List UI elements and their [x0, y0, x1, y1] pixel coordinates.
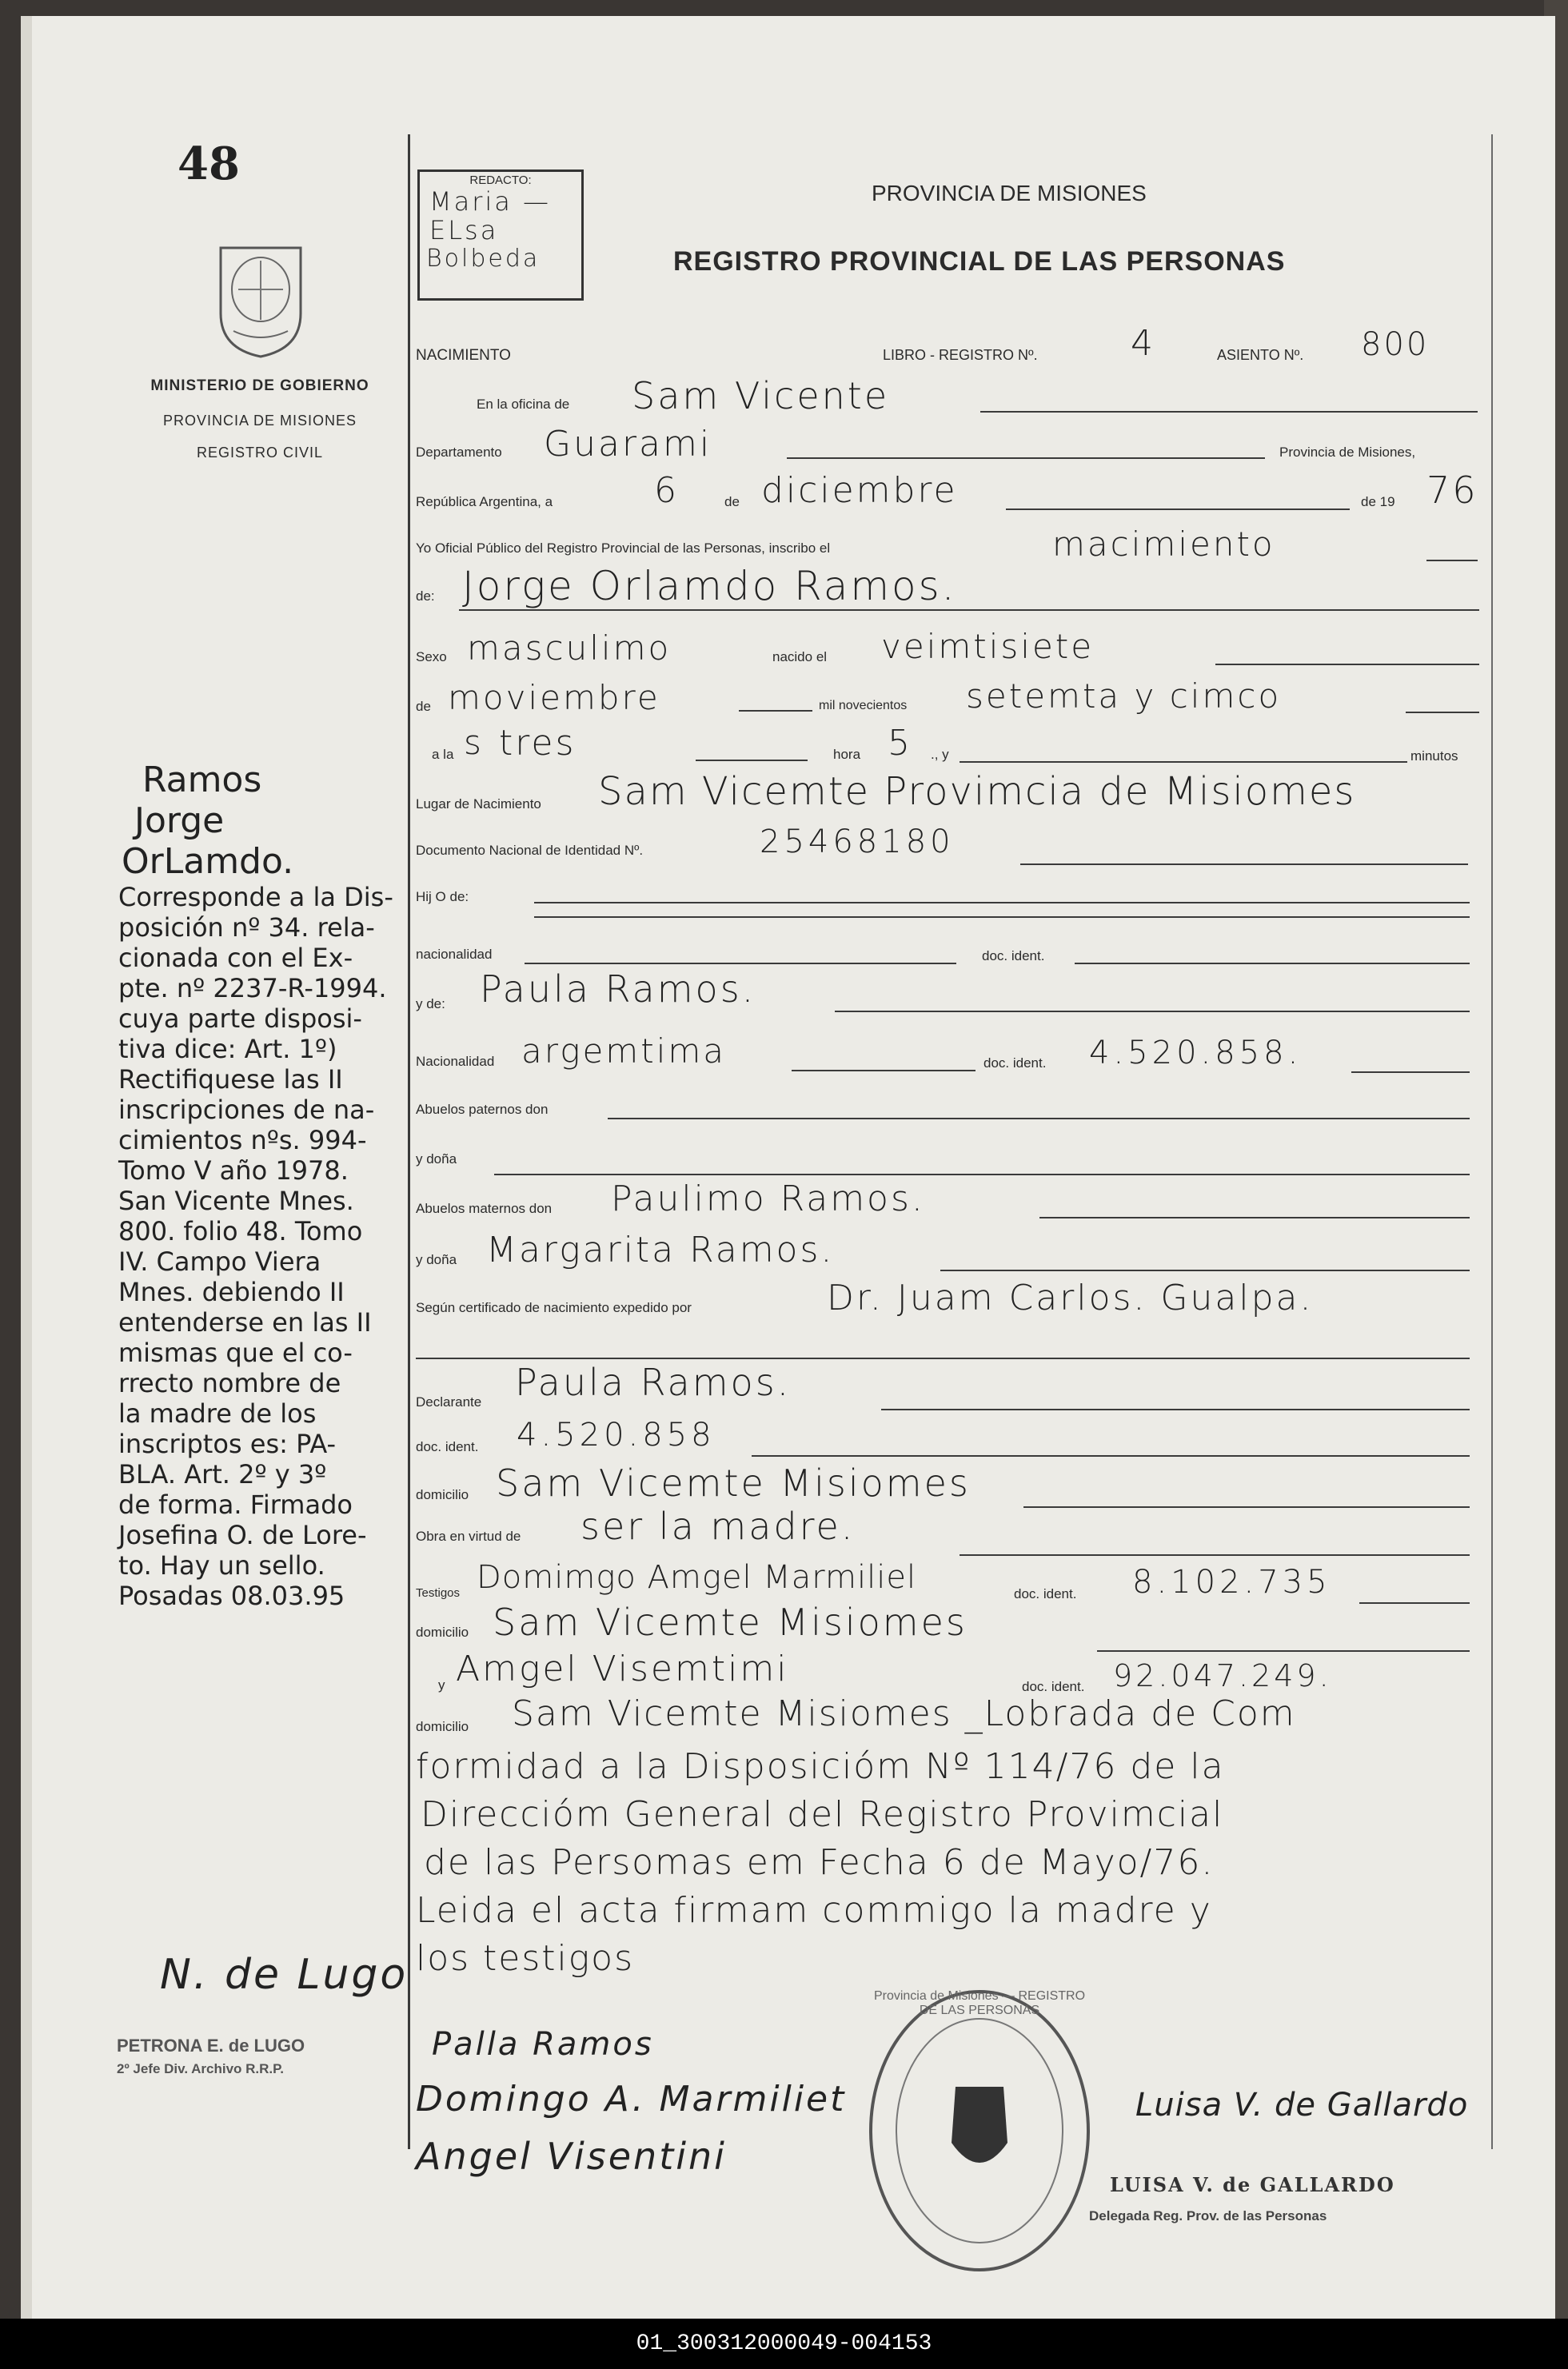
- value-doc-testigo1: 8.102.735: [1132, 1564, 1331, 1601]
- value-anio: 76: [1426, 469, 1478, 512]
- signature-testigo1: Domingo A. Marmiliet: [416, 2079, 847, 2120]
- value-obra: ser la madre.: [581, 1505, 856, 1548]
- label-de: de: [724, 494, 740, 509]
- value-mes: diciembre: [761, 470, 958, 511]
- ministry-province: PROVINCIA DE MISIONES: [162, 413, 357, 429]
- margin-note-line: Rectifiquese las II: [118, 1064, 343, 1095]
- right-rule: [1491, 134, 1493, 2149]
- label-oficina: En la oficina de: [477, 397, 570, 412]
- label-domicilio-testigo1: domicilio: [416, 1625, 469, 1640]
- value-declarante: Paula Ramos.: [515, 1361, 792, 1404]
- padre-rule: [534, 902, 1470, 903]
- margin-stamp-name: PETRONA E. de LUGO: [117, 2036, 305, 2056]
- continuation-line-2: Direccióm General del Registro Provimcial: [421, 1794, 1224, 1835]
- value-abuelo-materno: Paulimo Ramos.: [611, 1179, 925, 1219]
- continuation-line-3: de las Persomas em Fecha 6 de Mayo/76.: [424, 1842, 1215, 1883]
- label-doc-testigo1: doc. ident.: [1014, 1586, 1077, 1601]
- footer-caption: [0, 2319, 1568, 2369]
- nacido-anio-rule: [1406, 712, 1479, 713]
- margin-note-line: cuya parte disposi-: [118, 1003, 362, 1034]
- ministry-title: MINISTERIO DE GOBIERNO: [150, 377, 369, 394]
- margin-note-line: BLA. Art. 2º y 3º: [118, 1459, 327, 1490]
- margin-note-line: to. Hay un sello.: [118, 1550, 325, 1581]
- label-mil-novecientos: mil novecientos: [819, 699, 908, 712]
- label-doc-madre: doc. ident.: [983, 1055, 1047, 1071]
- value-oficina: Sam Vicente: [632, 374, 890, 417]
- value-acto: macimiento: [1052, 524, 1275, 564]
- margin-note-line: cionada con el Ex-: [118, 943, 353, 973]
- value-dia: 6: [654, 470, 679, 511]
- domicilio-testigo1-rule: [1097, 1650, 1470, 1652]
- label-doc-padre: doc. ident.: [982, 948, 1045, 963]
- value-nacido-anio: setemta y cimco: [966, 676, 1282, 716]
- label-libro: LIBRO - REGISTRO Nº.: [883, 347, 1038, 363]
- nombre-rule: [459, 609, 1479, 611]
- label-minutos: minutos: [1410, 748, 1458, 764]
- departamento-rule: [787, 457, 1265, 459]
- label-obra: Obra en virtud de: [416, 1529, 521, 1544]
- label-segun: Según certificado de nacimiento expedido por: [416, 1300, 692, 1315]
- declarante-rule: [881, 1409, 1470, 1410]
- label-abuelos-paternos: Abuelos paternos don: [416, 1102, 549, 1117]
- signature-oficial: Luisa V. de Gallardo: [1135, 2087, 1469, 2124]
- label-domicilio-testigo2: domicilio: [416, 1719, 469, 1734]
- label-departamento: Departamento: [416, 445, 502, 460]
- label-lugar: Lugar de Nacimiento: [416, 796, 541, 812]
- abuela-materna-rule: [940, 1270, 1470, 1271]
- doc-madre-rule: [1351, 1071, 1470, 1073]
- redacto-name-1: Maria —: [429, 186, 552, 217]
- margin-note-line: 800. folio 48. Tomo: [118, 1216, 363, 1246]
- margin-note-line: de forma. Firmado: [118, 1490, 353, 1520]
- label-a-la: a la: [432, 747, 454, 762]
- doc-padre-rule: [1075, 963, 1470, 964]
- padre-rule-2: [534, 916, 1470, 918]
- label-hijo: Hij O de:: [416, 889, 469, 904]
- madre-rule: [835, 1011, 1470, 1012]
- abuela-paterna-rule: [494, 1174, 1470, 1175]
- value-doc-declarante: 4.520.858: [517, 1417, 716, 1454]
- margin-note-line: Josefina O. de Lore-: [118, 1520, 367, 1550]
- margin-note-line: inscripciones de na-: [118, 1095, 375, 1125]
- value-nombre: Jorge Orlamdo Ramos.: [462, 563, 957, 609]
- value-departamento: Guarami: [544, 424, 712, 465]
- label-doc-declarante: doc. ident.: [416, 1439, 479, 1454]
- margin-note-line: Tomo V año 1978.: [118, 1155, 349, 1186]
- margin-note-line: tiva dice: Art. 1º): [118, 1034, 337, 1064]
- label-de-nombre: de:: [416, 588, 435, 604]
- label-testigos: Testigos: [416, 1586, 461, 1600]
- label-abuelos-maternos: Abuelos maternos don: [416, 1201, 553, 1216]
- label-provincia: Provincia de Misiones,: [1279, 445, 1416, 460]
- margin-note-line: entenderse en las II: [118, 1307, 372, 1338]
- margin-signature: N. de Lugo: [160, 1951, 409, 1999]
- label-nacionalidad-madre: Nacionalidad: [416, 1054, 495, 1069]
- header-title: REGISTRO PROVINCIAL DE LAS PERSONAS: [673, 246, 1286, 277]
- margin-note-line: IV. Campo Viera: [118, 1246, 321, 1277]
- segun-rule: [416, 1358, 1470, 1359]
- value-doc-madre: 4.520.858.: [1089, 1035, 1303, 1071]
- nacido-rule: [1215, 664, 1479, 665]
- value-a-la-suffix: s: [464, 723, 484, 762]
- margin-note-line: rrecto nombre de: [118, 1368, 341, 1398]
- value-madre: Paula Ramos.: [480, 967, 756, 1011]
- footer-text: 01_300312000049-004153: [636, 2331, 932, 2356]
- continuation-line-1: formidad a la Disposicióm Nº 114/76 de la: [416, 1746, 1225, 1787]
- label-dni: Documento Nacional de Identidad Nº.: [416, 843, 644, 858]
- value-testigo1: Domimgo Amgel Marmiliel: [477, 1559, 917, 1596]
- label-asiento: ASIENTO Nº.: [1217, 347, 1304, 363]
- value-abuela-materna: Margarita Ramos.: [486, 1230, 835, 1270]
- value-asiento: 800: [1361, 326, 1430, 363]
- doc-testigo1-rule: [1359, 1602, 1470, 1604]
- mes-rule: [1006, 508, 1350, 510]
- value-domicilio-testigo1: Sam Vicemte Misiomes: [493, 1601, 968, 1644]
- ministry-registry: REGISTRO CIVIL: [196, 445, 324, 461]
- label-de-19: de 19: [1361, 494, 1395, 509]
- margin-stamp-role: 2º Jefe Div. Archivo R.R.P.: [117, 2061, 285, 2076]
- margin-note: [118, 760, 400, 1611]
- official-stamp-role: Delegada Reg. Prov. de las Personas: [1089, 2208, 1327, 2223]
- value-sexo: masculimo: [467, 628, 672, 668]
- label-y-testigo2: y: [438, 1677, 445, 1693]
- left-rule: [408, 134, 410, 2149]
- label-nacimiento: NACIMIENTO: [416, 347, 511, 364]
- page-number: 48: [178, 138, 240, 190]
- value-hora-texto: tres: [499, 723, 577, 764]
- signature-testigo2: Angel Visentini: [416, 2135, 727, 2178]
- label-sexo: Sexo: [416, 649, 447, 664]
- minutos-rule: [960, 761, 1407, 763]
- dni-rule: [1020, 863, 1468, 865]
- value-libro: 4: [1131, 323, 1155, 364]
- margin-note-line: mismas que el co-: [118, 1338, 353, 1368]
- value-nacido-mes: moviembre: [448, 678, 660, 717]
- round-seal: [864, 1983, 1095, 2279]
- oficina-rule: [980, 411, 1478, 413]
- margin-note-line: Jorge: [134, 800, 225, 841]
- nacido-mes-rule: [739, 710, 812, 712]
- value-domicilio-testigo2: Sam Vicemte Misiomes _Lobrada de Com: [512, 1693, 1296, 1734]
- label-nacionalidad-padre: nacionalidad: [416, 947, 493, 962]
- margin-note-line: cimientos nºs. 994-: [118, 1125, 367, 1155]
- value-doc-testigo2: 92.047.249.: [1113, 1658, 1332, 1693]
- continuation-line-5: los testigos: [416, 1938, 635, 1979]
- signature-madre: Palla Ramos: [432, 2026, 654, 2063]
- label-hora: hora: [833, 747, 861, 762]
- nacionalidad-madre-rule: [792, 1070, 976, 1071]
- value-certificado-por: Dr. Juam Carlos. Gualpa.: [827, 1278, 1314, 1318]
- margin-note-line: OrLamdo.: [122, 841, 294, 882]
- margin-note-line: San Vicente Mnes.: [118, 1186, 354, 1216]
- domicilio-rule: [1023, 1506, 1470, 1508]
- nacionalidad-padre-rule: [525, 963, 956, 964]
- official-stamp-name: LUISA V. de GALLARDO: [1110, 2173, 1395, 2196]
- continuation-line-4: Leida el acta firmam commigo la madre y: [416, 1890, 1212, 1931]
- value-testigo2: Amgel Visemtimi: [456, 1649, 789, 1689]
- header-province: PROVINCIA DE MISIONES: [872, 181, 1147, 205]
- redacto-name-2: ELsa: [429, 215, 499, 245]
- value-dni: 25468180: [760, 824, 955, 860]
- round-seal-text: Provincia de Misiones — REGISTRO DE LAS PERSONAS: [873, 1989, 1086, 2017]
- label-declarante: Declarante: [416, 1394, 482, 1410]
- acto-rule: [1426, 560, 1478, 561]
- redacto-box: [417, 169, 584, 301]
- label-doc-testigo2: doc. ident.: [1022, 1679, 1085, 1694]
- margin-note-line: la madre de los: [118, 1398, 317, 1429]
- label-yo-oficial: Yo Oficial Público del Registro Provincial de las Personas, inscribo el: [416, 540, 831, 556]
- value-hora-num: 5: [888, 723, 912, 764]
- margin-note-line: pte. nº 2237-R-1994.: [118, 973, 387, 1003]
- margin-note-line: posición nº 34. rela-: [118, 912, 375, 943]
- value-lugar: Sam Vicemte Provimcia de Misiomes: [598, 769, 1356, 814]
- margin-note-line: Mnes. debiendo II: [118, 1277, 345, 1307]
- label-domicilio: domicilio: [416, 1487, 469, 1502]
- label-republica: República Argentina, a: [416, 494, 553, 509]
- coat-of-arms-emblem: [209, 237, 312, 358]
- abuelo-materno-rule: [1039, 1217, 1470, 1218]
- label-y-de: y de:: [416, 996, 445, 1011]
- label-de-mes: de: [416, 699, 431, 714]
- redacto-label: REDACTO:: [469, 173, 532, 187]
- obra-rule: [960, 1554, 1470, 1556]
- margin-note-line: Posadas 08.03.95: [118, 1581, 345, 1611]
- abuelo-paterno-rule: [608, 1118, 1470, 1119]
- margin-note-line: inscriptos es: PA-: [118, 1429, 337, 1459]
- label-y-dona-paterna: y doña: [416, 1151, 457, 1167]
- value-nacionalidad-madre: argemtima: [521, 1031, 727, 1071]
- hora-texto-rule: [696, 760, 808, 761]
- margin-note-line: Ramos: [142, 760, 262, 800]
- hora-dot: ., y: [931, 747, 949, 762]
- doc-declarante-rule: [752, 1455, 1470, 1457]
- value-domicilio: Sam Vicemte Misiomes: [496, 1462, 971, 1505]
- value-nacido-dia: veimtisiete: [881, 627, 1095, 666]
- margin-note-line: Corresponde a la Dis-: [118, 882, 393, 912]
- redacto-name-3: Bolbeda: [426, 245, 541, 273]
- label-nacido-el: nacido el: [772, 649, 828, 664]
- label-y-dona-materna: y doña: [416, 1252, 457, 1267]
